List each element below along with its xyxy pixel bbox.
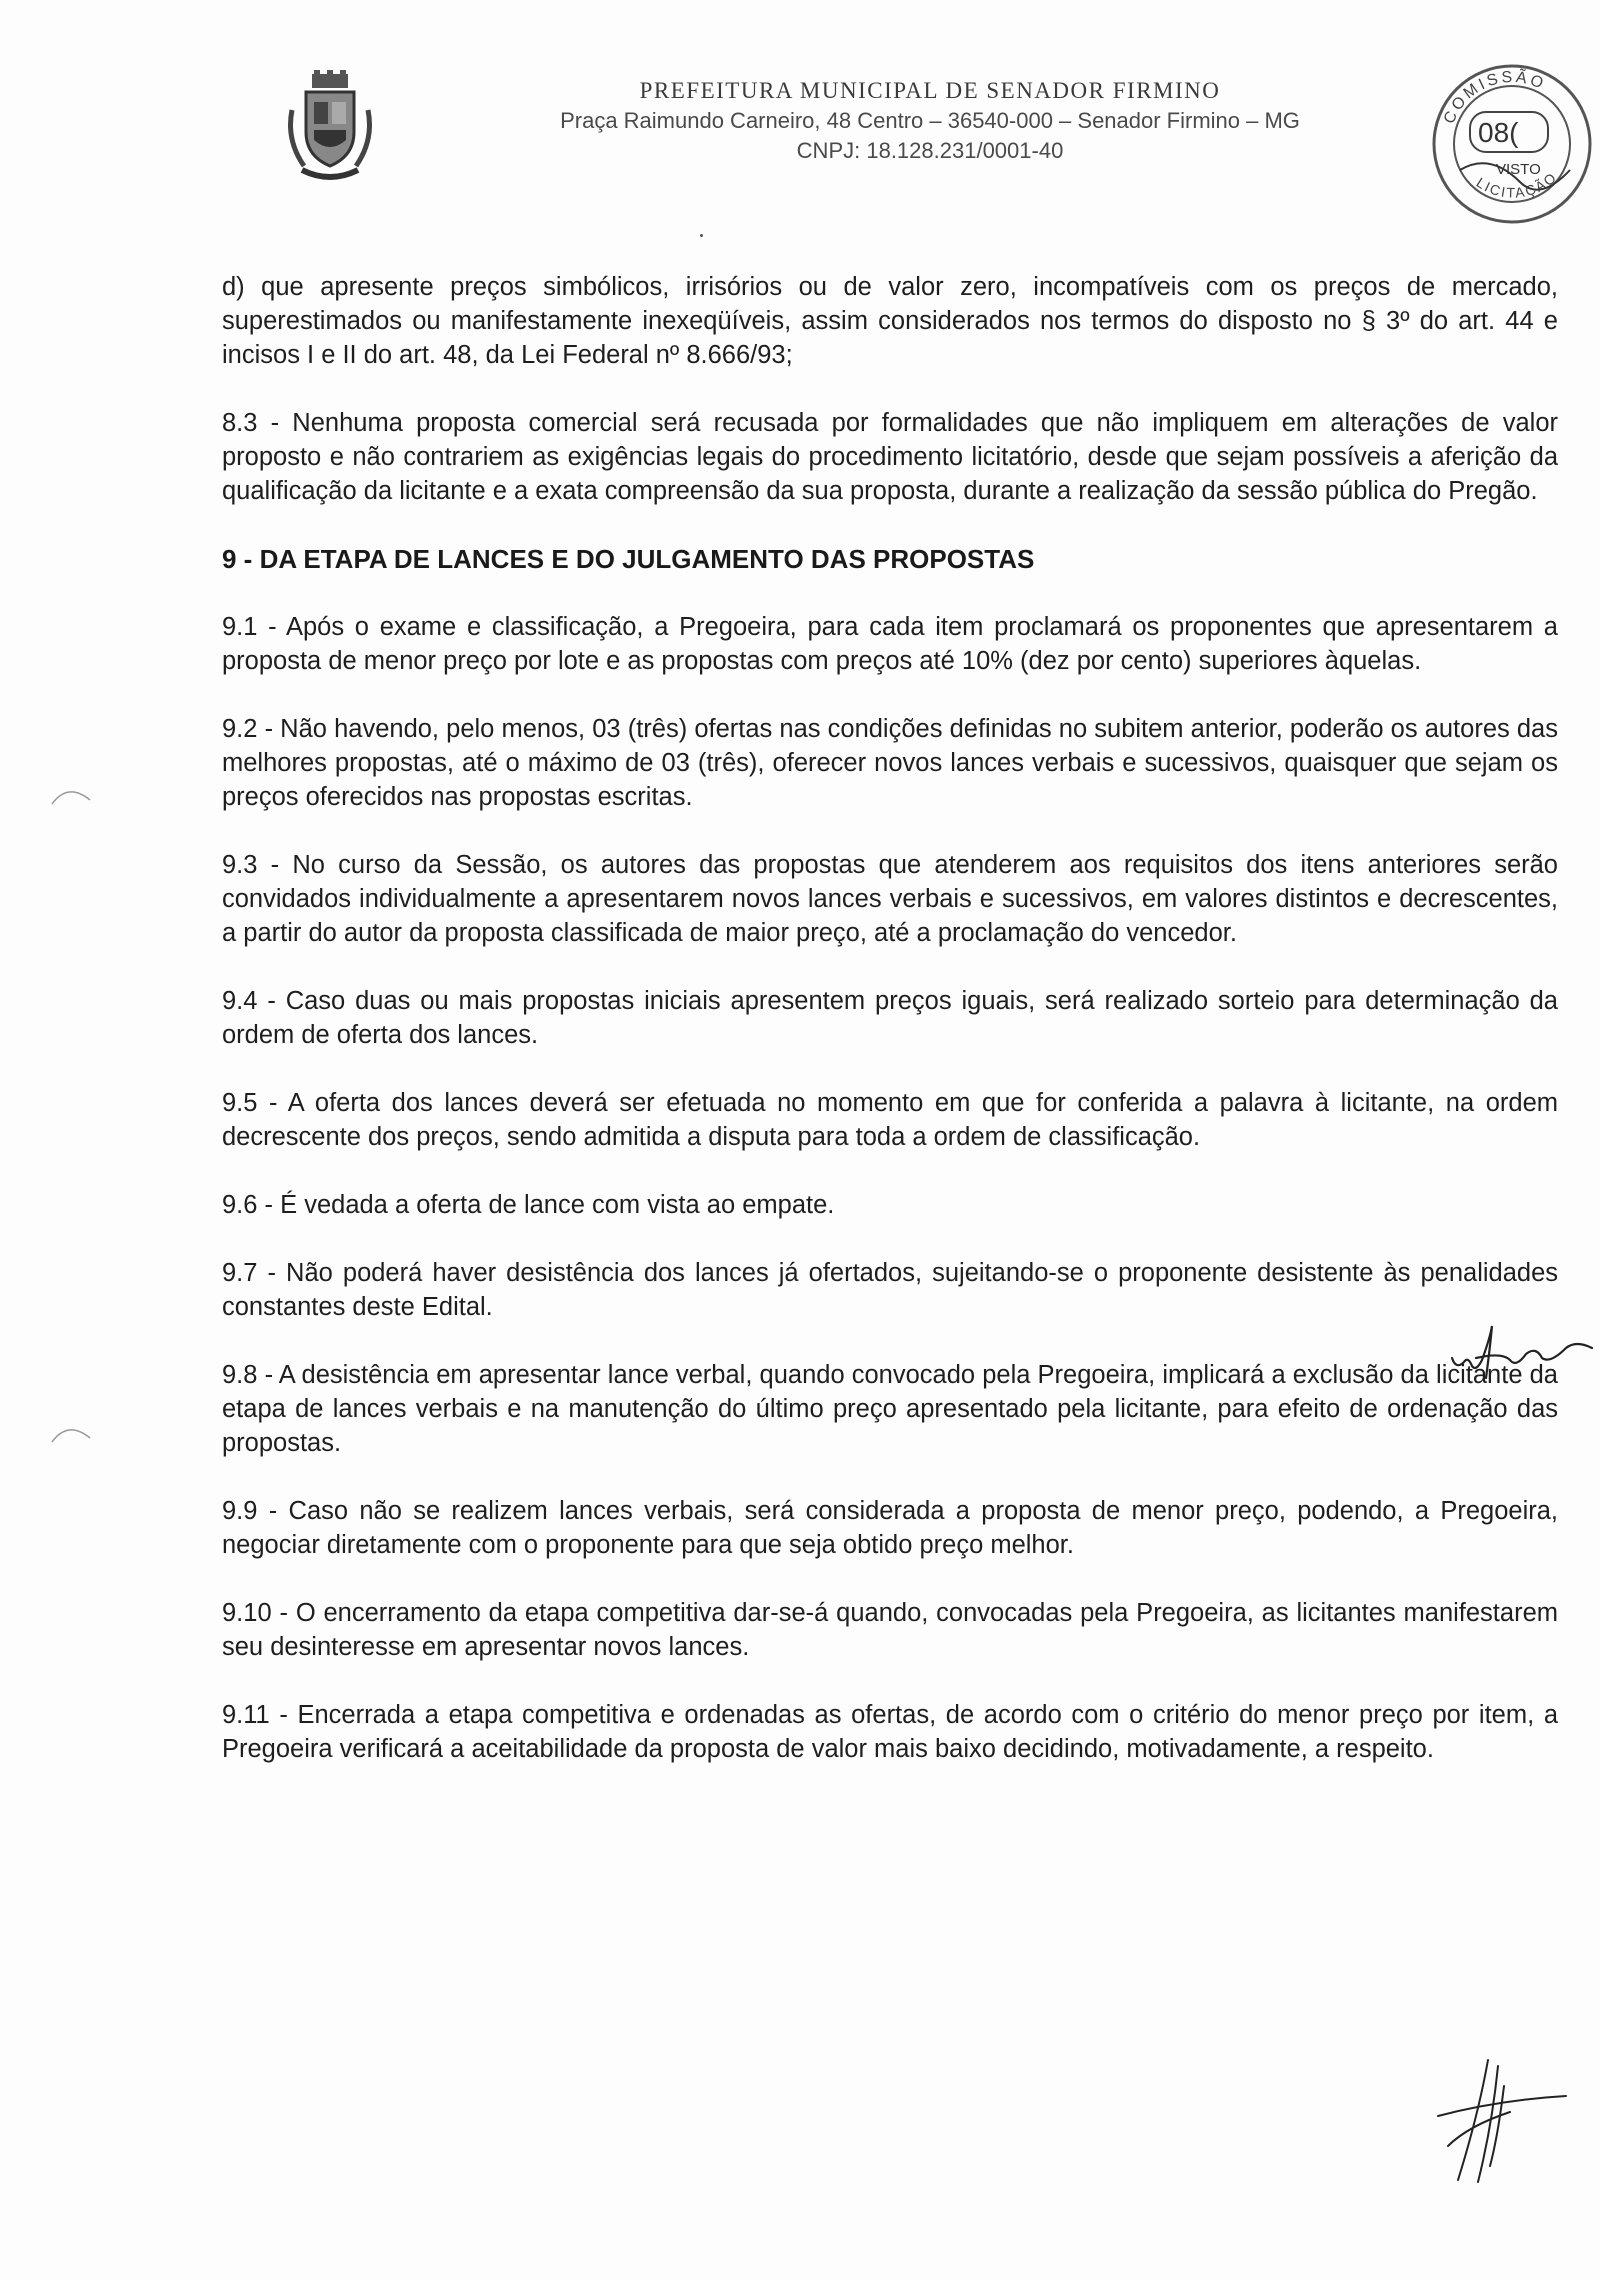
address-line: Praça Raimundo Carneiro, 48 Centro – 36540-000 – Senador Firmino – MG — [560, 108, 1300, 133]
paragraph-9-6: 9.6 - É vedada a oferta de lance com vista ao empate. — [222, 1191, 835, 1219]
paragraph-9-7: 9.7 - Não poderá haver desistência dos lances já ofertados, sujeitando-se o proponente desistente às penalidades constantes deste Edital. — [222, 1259, 1558, 1321]
paragraph-9-5: 9.5 - A oferta dos lances deverá ser efetuada no momento em que for conferida a palavra à licitante, na ordem decrescente dos preços, sendo admitida a disputa para toda a ordem de classificação. — [222, 1089, 1558, 1151]
municipality-title: PREFEITURA MUNICIPAL DE SENADOR FIRMINO — [639, 78, 1221, 103]
paragraph-9-11: 9.11 - Encerrada a etapa competitiva e ordenadas as ofertas, de acordo com o critério do menor preço por item, a Pregoeira verificará a aceitabilidade da proposta de valor mais baixo decidindo, motivadamente, a respeito. — [222, 1701, 1558, 1763]
document-body — [222, 270, 1558, 1766]
paragraph-8-3: 8.3 - Nenhuma proposta comercial será recusada por formalidades que não impliquem em alterações de valor proposto e não contrariem as exigências legais do procedimento licitatório, desde que sejam possíveis a aferição da qualificação da licitante e a exata compreensão da sua proposta, durante a realização da sessão pública do Pregão. — [222, 409, 1558, 505]
cnpj-line: CNPJ: 18.128.231/0001-40 — [796, 138, 1064, 163]
paragraph-9-1: 9.1 - Após o exame e classificação, a Pregoeira, para cada item proclamará os proponentes que apresentarem a proposta de menor preço por lote e as propostas com preços até 10% (dez por cento) superiores àquelas. — [222, 613, 1558, 675]
scan-mark — [48, 1418, 94, 1448]
paragraph-9-8: 9.8 - A desistência em apresentar lance verbal, quando convocado pela Pregoeira, implicará a exclusão da licitante da etapa de lances verbais e na manutenção do último preço apresentado pela licitante, para efeito de ordenação das propostas. — [222, 1361, 1558, 1457]
handwritten-rubric — [1418, 2056, 1568, 2186]
scan-speck — [700, 234, 703, 237]
stamp-number: 08( — [1478, 117, 1519, 148]
handwritten-initials — [1446, 1318, 1596, 1398]
commission-stamp-icon — [1420, 52, 1600, 237]
stamp-top-text: COMISSÃO — [1440, 68, 1549, 127]
paragraph-9-10: 9.10 - O encerramento da etapa competitiva dar-se-á quando, convocadas pela Pregoeira, as licitantes manifestarem seu desinteresse em apresentar novos lances. — [222, 1599, 1558, 1661]
paragraph-9-2: 9.2 - Não havendo, pelo menos, 03 (três) ofertas nas condições definidas no subitem anterior, poderão os autores das melhores propostas, até o máximo de 03 (três), oferecer novos lances verbais e sucessivos, quaisquer que sejam os preços oferecidos nas propostas escritas. — [222, 715, 1558, 811]
stamp-bottom-text: LICITAÇÃO — [1473, 168, 1561, 201]
stamp-visto: VISTO — [1496, 161, 1541, 178]
letterhead — [440, 76, 1420, 166]
paragraph-d: d) que apresente preços simbólicos, irrisórios ou de valor zero, incompatíveis com os preços de mercado, superestimados ou manifestamente inexeqüíveis, assim considerados nos termos do disposto no § 3º do art. 44 e incisos I e II do art. 48, da Lei Federal nº 8.666/93; — [222, 273, 1558, 369]
section-heading: 9 - DA ETAPA DE LANCES E DO JULGAMENTO DAS PROPOSTAS — [222, 544, 1035, 574]
coat-of-arms-icon — [282, 70, 378, 190]
paragraph-9-3: 9.3 - No curso da Sessão, os autores das propostas que atenderem aos requisitos dos itens anteriores serão convidados individualmente a apresentarem novos lances verbais e sucessivos, em valores distintos e decrescentes, a partir do autor da proposta classificada de maior preço, até a proclamação do vencedor. — [222, 851, 1558, 947]
paragraph-9-4: 9.4 - Caso duas ou mais propostas iniciais apresentem preços iguais, será realizado sorteio para determinação da ordem de oferta dos lances. — [222, 987, 1558, 1049]
scan-mark — [48, 780, 94, 810]
paragraph-9-9: 9.9 - Caso não se realizem lances verbais, será considerada a proposta de menor preço, podendo, a Pregoeira, negociar diretamente com o proponente para que seja obtido preço melhor. — [222, 1497, 1558, 1559]
